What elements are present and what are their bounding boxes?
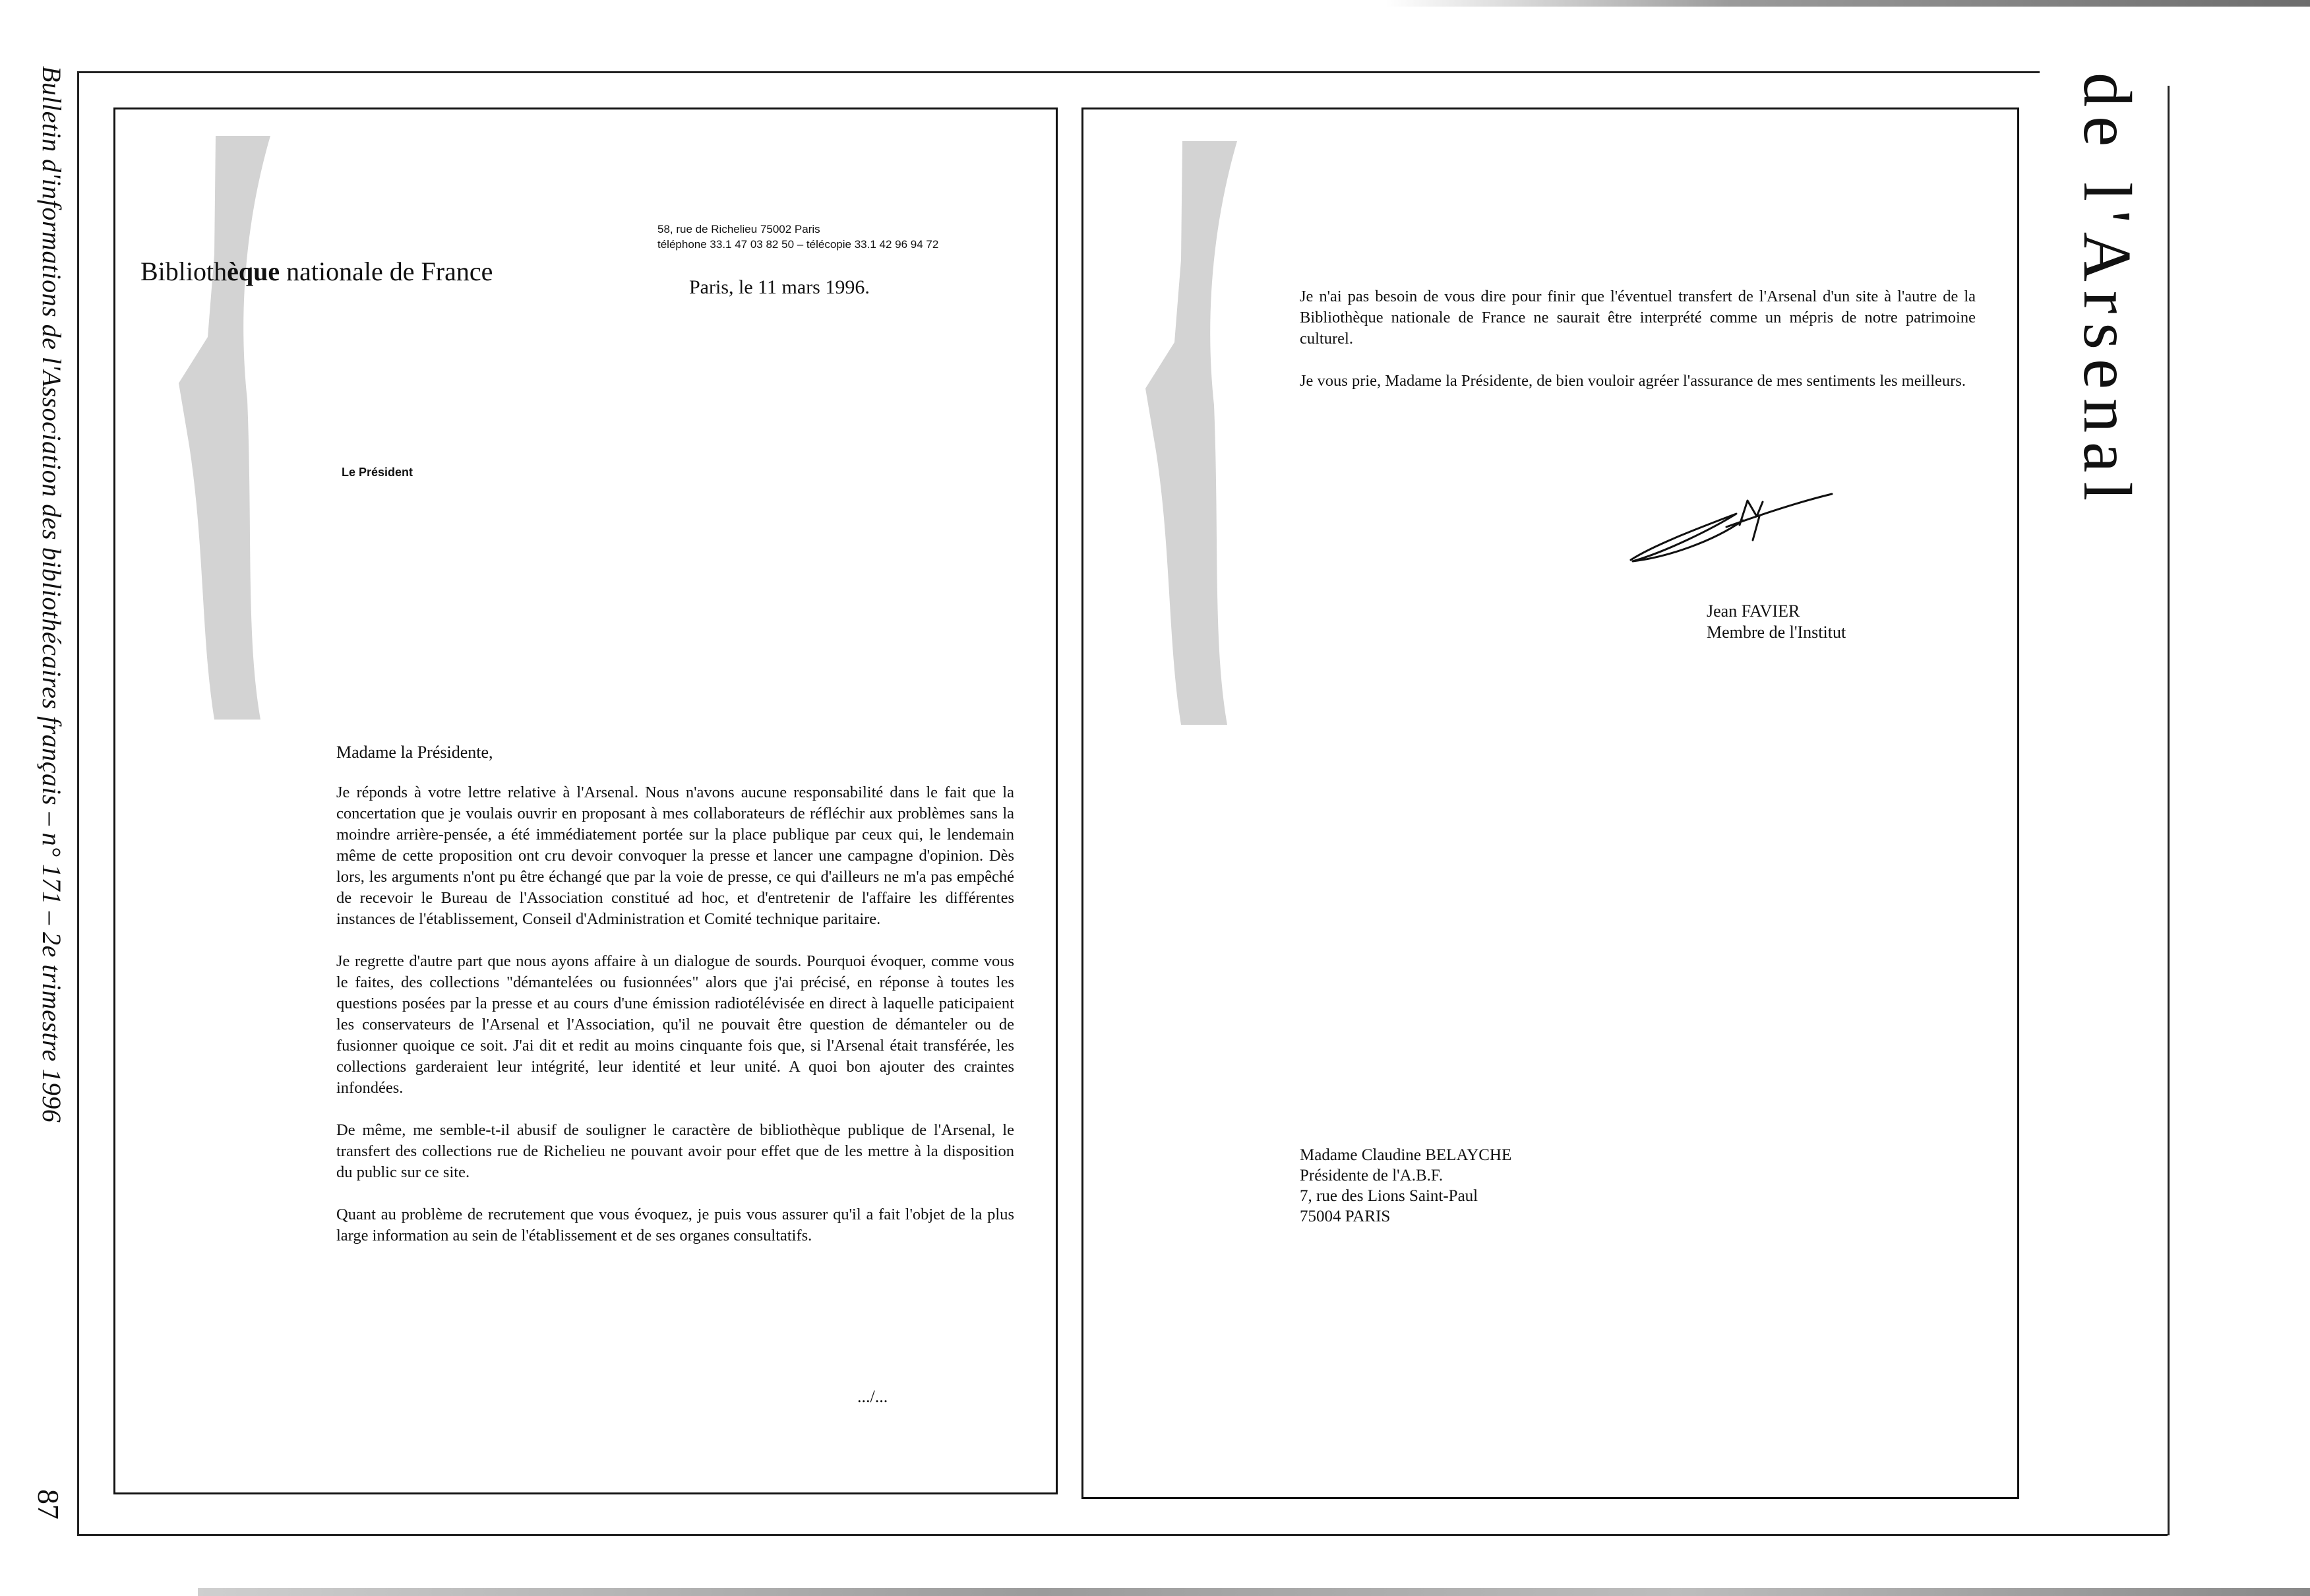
bnf-address (657, 222, 938, 252)
letter-body-page-1 (336, 782, 1014, 1268)
addressee-line: Présidente de l'A.B.F. (1300, 1167, 1444, 1184)
addressee-line: 7, rue des Lions Saint-Paul (1300, 1187, 1478, 1205)
paragraph: Quant au problème de recrutement que vous évoquez, je puis vous assurer qu'il a fait l'objet de la plus large information au sein de l'établissement et de ses organes consultatifs. (336, 1206, 1014, 1244)
addressee-line: 75004 PARIS (1300, 1208, 1391, 1225)
paragraph: De même, me semble-t-il abusif de souligner le caractère de bibliothèque publique de l'Arsenal, le transfert des collections rue de Richelieu ne pouvant avoir pour effet que de les mettre à la disposition du public sur ce site. (336, 1121, 1014, 1181)
frame-line-top (77, 71, 2040, 73)
addressee-line: Madame Claudine BELAYCHE (1300, 1146, 1512, 1164)
bnf-logo-text (140, 256, 493, 287)
letter-page-2 (1081, 107, 2019, 1499)
scan-edge-bottom (198, 1588, 2310, 1596)
signature (1627, 489, 1839, 568)
section-title: de l'Arsenal (2069, 73, 2145, 510)
paragraph: Je réponds à votre lettre relative à l'Arsenal. Nous n'avons aucune responsabilité dans le fait que la concertation que je voulais ouvrir en proposant à mes collaborateurs de réfléchir aux problèmes sans la moindre arrière-pensée, a été immédiatement portée sur la place publique par ceux qui, le lendemain même de cette proposition ont cru devoir convoquer la presse et lancer une campagne d'opinion. Dès lors, les arguments n'ont pu être échangé que par la voie de presse, ce qui d'ailleurs ne m'a pas empêché de recevoir le Bureau de l'Association constitué ad hoc, et d'entretenir de l'affaire les différentes instances de l'établissement, Conseil d'Administration et Comité technique paritaire. (336, 783, 1014, 928)
signer-title: Membre de l'Institut (1707, 623, 1846, 642)
bnf-swoosh-logo (1141, 141, 1240, 735)
address-line-2: téléphone 33.1 47 03 82 50 – télécopie 33.1 42 96 94 72 (657, 238, 939, 251)
logo-text-part1: Biblioth (140, 257, 228, 286)
signer-name: Jean FAVIER (1707, 601, 1800, 621)
logo-text-part2: èque (227, 257, 280, 286)
letter-page-1 (113, 107, 1058, 1494)
salutation: Madame la Présidente, (336, 743, 493, 762)
paragraph: Je regrette d'autre part que nous ayons affaire à un dialogue de sourds. Pourquoi évoquer, comme vous le faites, des collections "démantelées ou fusionnées" alors que j'ai précisé, en réponse à toutes les questions posées par la presse et au cours d'une émission radiotélévisée en direct à laquelle paticipaient les conservateurs de l'Arsenal et l'Association, qu'il ne pouvait être question de démanteler ou de fusionner quoique ce soit. J'ai dit et redit au moins cinquante fois que, si l'Arsenal était transférée, les collections garderaient leur intégrité, leur identité et leur unité. A quoi bon ajouter des craintes infondées. (336, 952, 1014, 1097)
logo-text-part3: nationale de France (280, 257, 493, 286)
paragraph: Je n'ai pas besoin de vous dire pour finir que l'éventuel transfert de l'Arsenal d'un site à l'autre de la Bibliothèque nationale de France ne saurait être interprété comme un mépris de notre patrimoine culturel. (1300, 288, 1976, 348)
address-line-1: 58, rue de Richelieu 75002 Paris (657, 223, 820, 235)
frame-line-left (77, 71, 79, 1535)
signer-block (1707, 601, 1846, 643)
frame-line-right (2168, 86, 2170, 1535)
scan-edge-top (0, 0, 2310, 7)
addressee-block (1300, 1145, 1511, 1227)
continued-mark: .../... (857, 1387, 888, 1406)
bnf-swoosh-logo (175, 136, 274, 729)
sender-title: Le Président (342, 466, 413, 479)
paragraph: Je vous prie, Madame la Présidente, de bien vouloir agréer l'assurance de mes sentiments les meilleurs. (1300, 372, 1966, 390)
letter-date: Paris, le 11 mars 1996. (689, 276, 870, 298)
page-number: 87 (32, 1489, 65, 1519)
frame-line-bottom (77, 1534, 2168, 1536)
letter-body-page-2 (1300, 286, 1976, 413)
running-head: Bulletin d'informations de l'Association des bibliothécaires français – n° 171 – 2e trimestre 1996 (37, 66, 67, 1123)
